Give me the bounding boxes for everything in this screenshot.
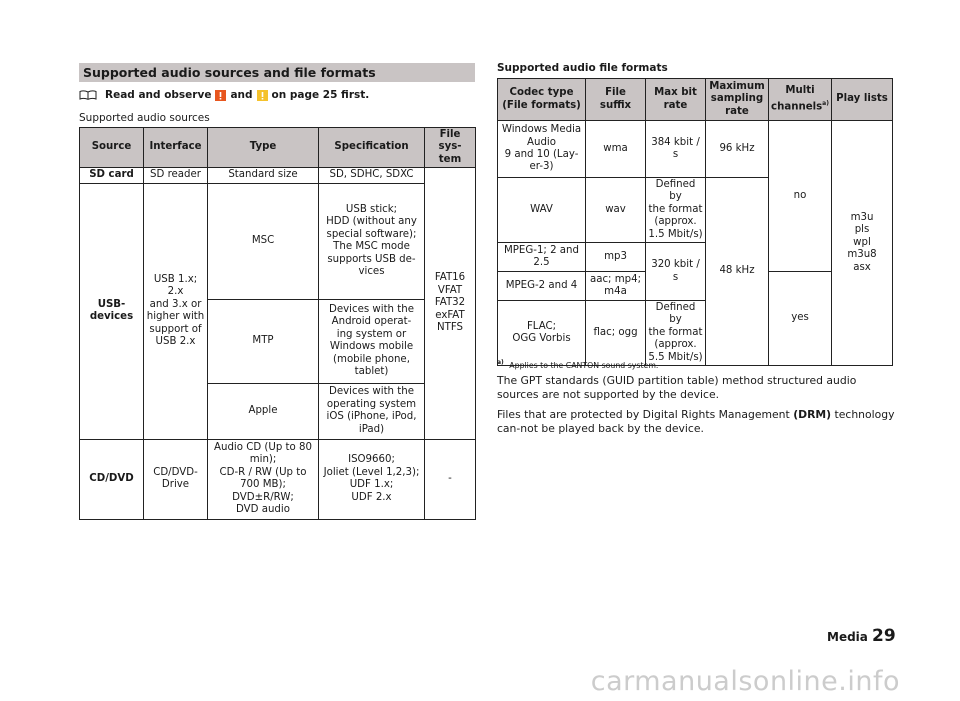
note-prefix: Read and observe	[105, 89, 212, 101]
multi-yes: yes	[769, 272, 832, 366]
book-icon	[79, 90, 97, 100]
bitrate-320: 320 kbit / s	[646, 243, 706, 301]
cd-type: Audio CD (Up to 80 min); CD-R / RW (Up to 700 MB); DVD±R/RW; DVD audio	[208, 439, 319, 519]
col-header-codec: Codec type (File formats)	[498, 79, 586, 121]
col-header-suffix: File suffix	[586, 79, 646, 121]
suffix-wav: wav	[586, 178, 646, 243]
sd-source: SD card	[80, 168, 144, 183]
footer-section-label: Media	[827, 630, 868, 644]
play-lists-cell: m3u pls wpl m3u8 asx	[832, 121, 893, 366]
cd-spec: ISO9660; Joliet (Level 1,2,3); UDF 1.x; UDF 2.x	[319, 439, 425, 519]
usb-spec-mtp: Devices with the Android operat- ing system or Windows mobile (mobile phone, tablet)	[319, 299, 425, 383]
usb-spec-apple: Devices with the operating system iOS (iPhone, iPod, iPad)	[319, 383, 425, 439]
bitrate-flac: Defined by the format (approx. 5.5 Mbit/s)	[646, 301, 706, 366]
usb-type-mtp: MTP	[208, 299, 319, 383]
codec-mpeg2: MPEG-2 and 4	[498, 272, 586, 301]
warning-yellow-icon	[257, 90, 268, 101]
cd-interface: CD/DVD- Drive	[144, 439, 208, 519]
col-header-interface: Interface	[144, 128, 208, 168]
usb-interface: USB 1.x; 2.x and 3.x or higher with support of USB 2.x	[144, 183, 208, 439]
note-and: and	[230, 89, 253, 101]
footnote-mark: a)	[497, 359, 504, 366]
note-suffix: on page 25 first.	[271, 89, 370, 101]
watermark: carmanualsonline.info	[590, 666, 900, 697]
col-header-file-system: File sys- tem	[425, 128, 476, 168]
paragraph-gpt: The GPT standards (GUID partition table) method structured audio sources are not supported by the device.	[497, 374, 857, 401]
col-header-multi	[769, 79, 832, 121]
drm-text-after: technology can-not be played back by the device.	[497, 408, 895, 435]
page-number: 29	[872, 626, 896, 646]
formats-heading: Supported audio file formats	[497, 62, 668, 74]
drm-bold: (DRM)	[793, 408, 832, 421]
footnote	[497, 359, 658, 370]
suffix-mp3: mp3	[586, 243, 646, 272]
file-system-cell: FAT16 VFAT FAT32 exFAT NTFS	[425, 168, 476, 439]
col-header-sampling: Maximum sampling rate	[706, 79, 769, 121]
codec-wma: Windows Media Audio 9 and 10 (Lay- er-3)	[498, 121, 586, 178]
suffix-wma: wma	[586, 121, 646, 178]
multi-no: no	[769, 121, 832, 272]
warning-red-icon	[215, 90, 226, 101]
col-header-type: Type	[208, 128, 319, 168]
cd-source: CD/DVD	[80, 439, 144, 519]
sources-heading: Supported audio sources	[79, 112, 210, 124]
sampling-48: 48 kHz	[706, 178, 769, 366]
footnote-text: Applies to the CANTON sound system.	[509, 360, 659, 370]
usb-source: USB- devices	[80, 183, 144, 439]
bitrate-wma: 384 kbit / s	[646, 121, 706, 178]
codec-wav: WAV	[498, 178, 586, 243]
col-header-specification: Specification	[319, 128, 425, 168]
paragraph-drm	[497, 408, 897, 435]
formats-table	[497, 78, 893, 366]
codec-mpeg1: MPEG-1; 2 and 2.5	[498, 243, 586, 272]
suffix-flac: flac; ogg	[586, 301, 646, 366]
col-header-bitrate: Max bit rate	[646, 79, 706, 121]
sd-spec: SD, SDHC, SDXC	[319, 168, 425, 183]
sources-table	[79, 127, 476, 520]
drm-text-before: Files that are protected by Digital Rights Management	[497, 408, 794, 421]
col-header-playlists: Play lists	[832, 79, 893, 121]
sd-type: Standard size	[208, 168, 319, 183]
sampling-wma: 96 kHz	[706, 121, 769, 178]
multi-header-label: Multi channels	[771, 85, 823, 113]
read-note	[79, 89, 369, 101]
cd-fs: -	[425, 439, 476, 519]
usb-type-apple: Apple	[208, 383, 319, 439]
bitrate-wav: Defined by the format (approx. 1.5 Mbit/s)	[646, 178, 706, 243]
col-header-source: Source	[80, 128, 144, 168]
codec-flac: FLAC; OGG Vorbis	[498, 301, 586, 366]
sd-interface: SD reader	[144, 168, 208, 183]
multi-footnote-mark: a)	[822, 99, 829, 107]
suffix-aac: aac; mp4; m4a	[586, 272, 646, 301]
usb-type-msc: MSC	[208, 183, 319, 299]
section-title: Supported audio sources and file formats	[79, 63, 475, 82]
usb-spec-msc: USB stick; HDD (without any special software); The MSC mode supports USB de- vices	[319, 183, 425, 299]
